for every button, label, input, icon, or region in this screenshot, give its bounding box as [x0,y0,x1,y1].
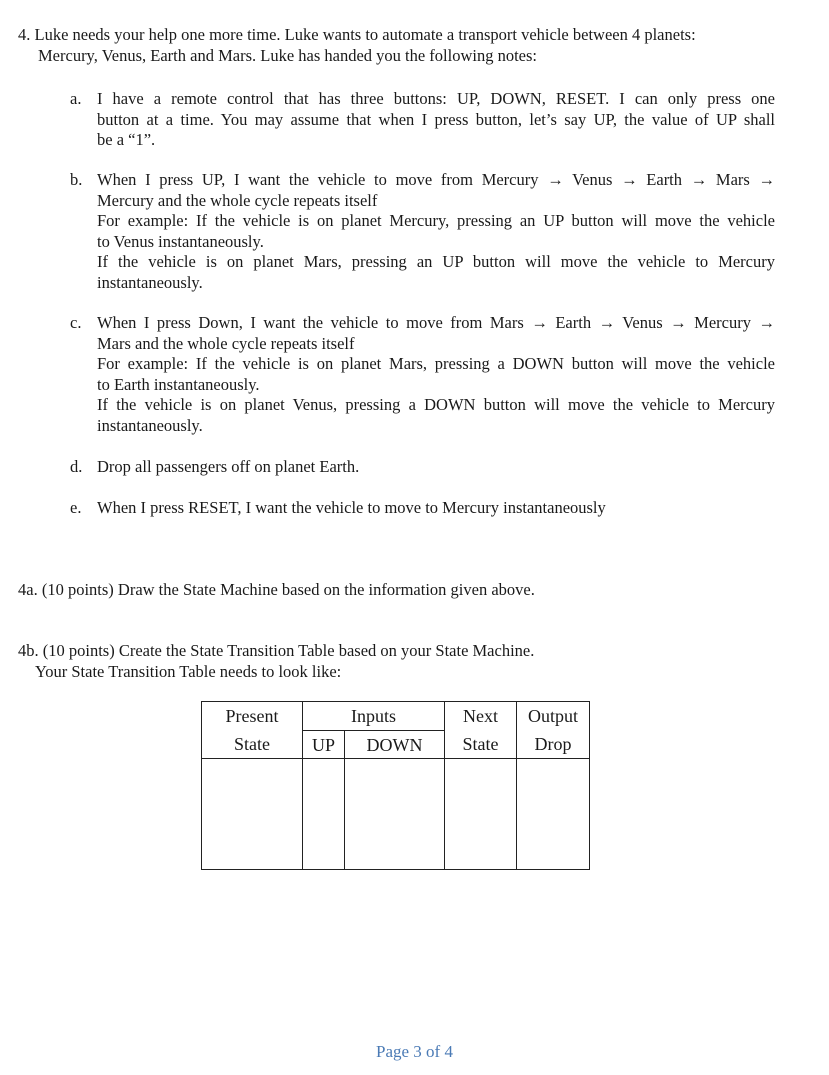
table-cell[interactable] [303,759,345,870]
note-line: Mars and the whole cycle repeats itself [97,333,355,353]
note-line: When I press RESET, I want the vehicle to move to Mercury instantaneously [97,498,606,517]
present-header-top: Present [225,706,279,726]
note-line: I have a remote control that has three buttons: UP, DOWN, RESET. I can only press one [97,89,775,108]
note-line: If the vehicle is on planet Mars, pressing an UP button will move the vehicle to Mercury [97,252,775,271]
note-a [70,89,775,151]
table-cell[interactable] [202,759,303,870]
note-line: When I press Down, I want the vehicle to move from Mars → Earth → Venus → Mercury → [97,313,775,332]
part-4b-line-1: 4b. (10 points) Create the State Transition Table based on your State Machine. [18,641,535,660]
inputs-header: Inputs [303,702,445,731]
output-header-bottom: Drop [534,734,572,754]
note-line: If the vehicle is on planet Venus, pressing a DOWN button will move the vehicle to Mercury [97,395,775,414]
page-footer: Page 3 of 4 [376,1042,453,1061]
state-transition-table [201,701,590,870]
note-label: a. [70,89,82,108]
note-label: c. [70,313,82,332]
note-line: When I press UP, I want the vehicle to move from Mercury → Venus → Earth → Mars → [97,170,775,189]
part-4b-line-2: Your State Transition Table needs to look like: [35,661,342,681]
next-state-header [445,702,517,759]
table-cell[interactable] [345,759,445,870]
part-4b [18,641,534,682]
output-header-top: Output [527,706,578,726]
part-4a-text: 4a. (10 points) Draw the State Machine based on the information given above. [18,580,535,599]
note-line: For example: If the vehicle is on planet Mercury, pressing an UP button will move the vehicle [97,211,775,230]
present-state-header [202,702,303,759]
note-line: For example: If the vehicle is on planet Mars, pressing a DOWN button will move the vehicle [97,354,775,373]
note-line: to Venus instantaneously. [97,231,264,251]
note-c [70,313,775,436]
note-line: be a “1”. [97,130,156,149]
note-d [70,457,775,478]
note-line: button at a time. You may assume that when I press button, let’s say UP, the value of UP shall [97,109,775,129]
note-line: Mercury and the whole cycle repeats itself [97,190,378,210]
up-header: UP [303,731,345,759]
note-line: instantaneously. [97,272,203,292]
note-line: instantaneously. [97,415,203,435]
note-label: d. [70,457,83,476]
output-header [517,702,590,759]
down-header: DOWN [345,731,445,759]
note-line: Drop all passengers off on planet Earth. [97,457,360,476]
note-label: e. [70,498,82,517]
note-label: b. [70,170,83,189]
question-4-line-2: Mercury, Venus, Earth and Mars. Luke has handed you the following notes: [38,45,538,65]
next-header-bottom: State [462,734,499,754]
table-cell[interactable] [517,759,590,870]
note-line: to Earth instantaneously. [97,374,260,394]
part-4a [18,580,535,601]
table-cell[interactable] [445,759,517,870]
present-header-bottom: State [234,734,270,754]
question-4-intro [18,25,808,66]
next-header-top: Next [463,706,498,726]
question-4-line-1: 4. Luke needs your help one more time. Luke wants to automate a transport vehicle between 4 planets: [18,25,696,44]
note-b [70,170,775,293]
note-e [70,498,775,519]
